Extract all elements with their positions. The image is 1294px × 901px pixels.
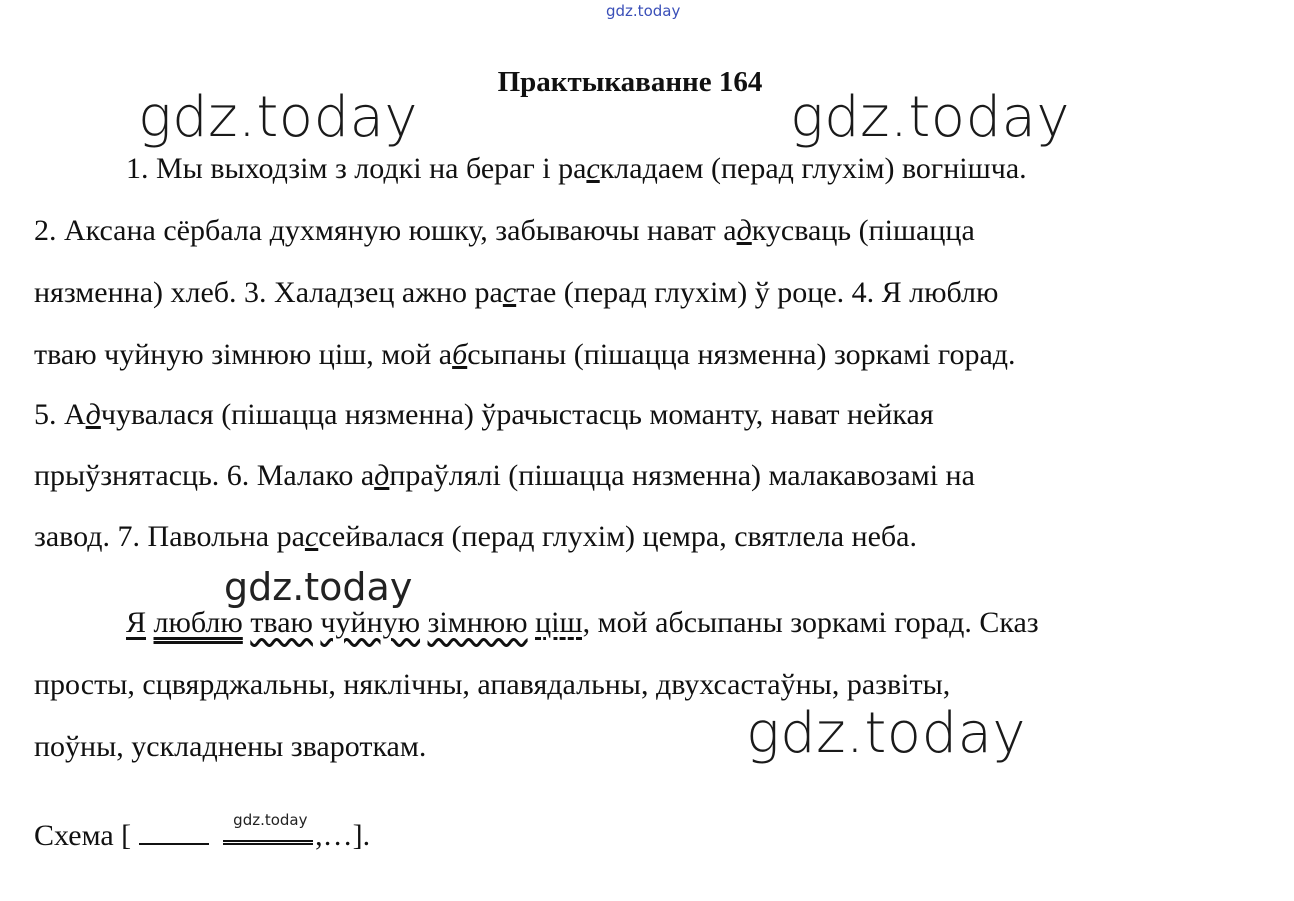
text: сейвалася (перад глухім) цемра, святлела неба. <box>318 520 917 553</box>
text: тваю чуйную зімнюю ціш, мой а <box>34 338 453 371</box>
attribute-word: чуйную <box>320 606 421 639</box>
predicate-word: люблю <box>153 606 243 639</box>
exercise-line-2 <box>34 216 975 246</box>
marked-letter: с <box>502 276 517 309</box>
text: 5. А <box>34 398 86 431</box>
page-title: Практыкаванне 164 <box>497 66 763 98</box>
attribute-word: тваю <box>250 606 313 639</box>
attribute-word: зімнюю <box>427 606 528 639</box>
watermark-top: gdz.today <box>606 2 681 20</box>
marked-letter: д <box>374 459 390 492</box>
object-word: ціш <box>535 606 583 639</box>
text: кусваць (пішацца <box>751 214 975 247</box>
text: 1. Мы выходзім з лодкі на бераг і ра <box>126 152 587 185</box>
exercise-line-3 <box>34 278 998 308</box>
text: сыпаны (пішацца нязменна) зоркамі горад. <box>467 338 1016 371</box>
watermark: gdz.today <box>224 565 413 609</box>
text: праўлялі (пішацца нязменна) малакавозамі на <box>389 459 975 492</box>
marked-letter: д <box>736 214 752 247</box>
watermark: gdz.today <box>233 811 308 829</box>
text: тае (перад глухім) ў роце. 4. Я люблю <box>516 276 999 309</box>
marked-letter: с <box>304 520 319 553</box>
analysis-line-1 <box>126 608 1039 638</box>
marked-letter: с <box>586 152 600 185</box>
text: чувалася (пішацца нязменна) ўрачыстасць моманту, нават нейкая <box>100 398 934 431</box>
marked-letter: д <box>85 398 101 431</box>
text: , мой абсыпаны зоркамі горад. Сказ <box>582 606 1039 639</box>
exercise-line-5 <box>34 400 934 430</box>
text: завод. 7. Павольна ра <box>34 520 305 553</box>
exercise-line-7 <box>34 522 917 552</box>
text: кладаем (перад глухім) вогнішча. <box>599 152 1027 185</box>
scheme-end: ,…]. <box>315 819 371 852</box>
scheme-line <box>34 811 371 852</box>
predicate-blank <box>223 811 313 845</box>
exercise-line-1 <box>126 154 1027 184</box>
exercise-line-4 <box>34 340 1016 370</box>
text: прыўзнятасць. 6. Малако а <box>34 459 375 492</box>
watermark: gdz.today <box>746 701 1027 766</box>
analysis-line-2: просты, сцвярджальны, няклічны, апавядальны, двухсастаўны, развіты, <box>34 668 951 701</box>
scheme-label: Схема [ <box>34 819 132 852</box>
text: нязменна) хлеб. 3. Халадзец ажно ра <box>34 276 503 309</box>
watermark: gdz.today <box>790 85 1071 150</box>
exercise-line-6 <box>34 461 975 491</box>
subject-word: Я <box>126 606 147 639</box>
marked-letter: б <box>452 338 468 371</box>
subject-blank <box>139 819 209 845</box>
watermark: gdz.today <box>138 85 419 150</box>
analysis-line-3: поўны, ускладнены звароткам. <box>34 730 427 763</box>
text: 2. Аксана сёрбала духмяную юшку, забываючы нават а <box>34 214 737 247</box>
